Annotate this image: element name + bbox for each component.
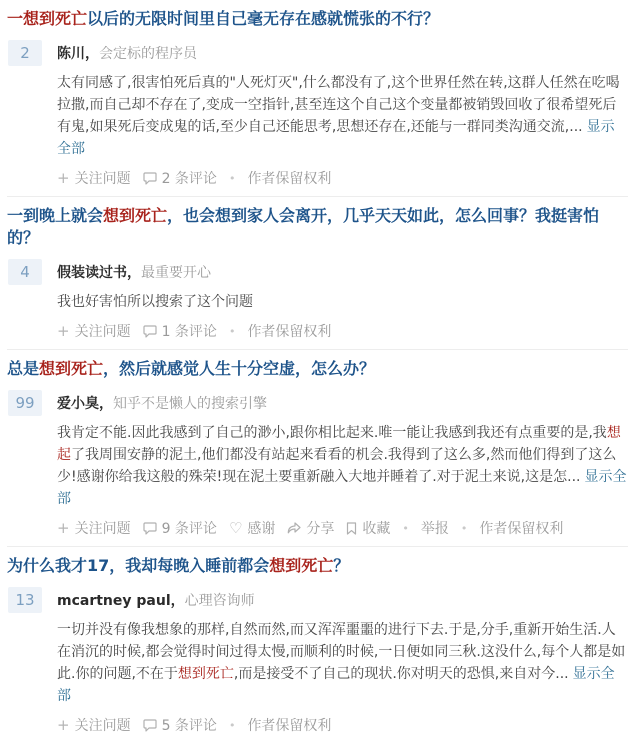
show-all-link[interactable]: 显示全部 bbox=[57, 666, 615, 704]
author-rights-link[interactable]: 作者保留权利 bbox=[479, 521, 564, 537]
show-all-link[interactable]: 显示全部 bbox=[57, 469, 627, 507]
action-bar bbox=[57, 518, 628, 538]
author-separator: ， bbox=[127, 265, 141, 281]
result-item bbox=[7, 0, 628, 197]
author-name-link[interactable]: 假装读过书 bbox=[57, 265, 127, 281]
author-rights-link[interactable]: 作者保留权利 bbox=[247, 324, 332, 340]
answer-text: 太有同感了,很害怕死后真的"人死灯灭",什么都没有了,这个世界任然在转,这群人任然在吃喝拉撒,而自己却不存在了,变成一空指针,甚至连这个自己这个变量都被销毁回收了很希望死后有鬼,如果死后变成鬼的话,至少自己还能思考,思想还存在,还能与一群同类沟通交流,... bbox=[57, 75, 620, 135]
author-bio: 心理咨询师 bbox=[184, 593, 255, 609]
author-bio: 知乎不是懒人的搜索引擎 bbox=[113, 396, 267, 412]
author-line bbox=[57, 262, 211, 282]
follow-question-button[interactable]: + 关注问题 bbox=[57, 168, 131, 187]
author-line bbox=[57, 393, 267, 413]
share-button[interactable]: 分享 bbox=[287, 518, 334, 538]
action-bar bbox=[57, 715, 628, 735]
comment-bubble-icon bbox=[143, 719, 157, 732]
author-name-link[interactable]: 爱小臭 bbox=[57, 396, 99, 412]
result-item bbox=[7, 350, 628, 547]
author-rights-link[interactable]: 作者保留权利 bbox=[247, 171, 332, 187]
follow-question-button[interactable]: + 关注问题 bbox=[57, 715, 131, 734]
follow-question-button[interactable]: + 关注问题 bbox=[57, 321, 131, 340]
question-title-link[interactable]: 总是想到死亡，然后就感觉人生十分空虚，怎么办？ bbox=[7, 359, 376, 378]
comments-button[interactable]: 1 条评论 bbox=[143, 321, 217, 341]
show-all-link[interactable]: 显示全部 bbox=[57, 119, 615, 157]
share-arrow-icon bbox=[287, 522, 301, 534]
heart-icon: ♡ bbox=[228, 518, 243, 537]
vote-count-badge: 13 bbox=[8, 587, 42, 613]
report-button[interactable]: 举报 bbox=[420, 521, 449, 537]
vote-count-badge: 99 bbox=[8, 390, 42, 416]
author-bio: 最重要开心 bbox=[141, 265, 211, 281]
dot-separator: • bbox=[402, 521, 409, 535]
author-name-link[interactable]: 陈川 bbox=[57, 46, 85, 62]
author-name-link[interactable]: mcartney paul bbox=[57, 593, 171, 609]
plus-icon: + bbox=[57, 168, 70, 187]
answer-excerpt bbox=[57, 619, 628, 707]
result-item bbox=[7, 547, 628, 743]
author-line bbox=[57, 43, 197, 63]
comments-button[interactable]: 5 条评论 bbox=[143, 715, 217, 735]
author-separator: ， bbox=[99, 396, 113, 412]
answer-meta bbox=[8, 40, 628, 66]
answer-meta bbox=[8, 587, 628, 613]
comments-button[interactable]: 9 条评论 bbox=[143, 518, 217, 538]
author-separator: ， bbox=[170, 593, 185, 609]
comments-button[interactable]: 2 条评论 bbox=[143, 168, 217, 188]
plus-icon: + bbox=[57, 715, 70, 734]
answer-excerpt bbox=[57, 291, 628, 313]
thanks-button[interactable]: ♡ 感谢 bbox=[228, 518, 276, 537]
dot-separator: • bbox=[460, 521, 468, 535]
answer-excerpt bbox=[57, 72, 628, 160]
action-bar bbox=[57, 168, 628, 188]
action-bar bbox=[57, 321, 628, 341]
answer-excerpt bbox=[57, 422, 628, 510]
answer-text: 一切并没有像我想象的那样,自然而然,而又浑浑噩噩的进行下去.于是,分手,重新开始生活.人在消沉的时候,都会觉得时间过得太慢,而顺利的时候,一日便如同三秋.这没什么,每个人都是如此.你的问题,不在于想到死亡,而是接受不了自己的现状.你对明天的恐惧,来自对今... bbox=[57, 622, 626, 682]
collect-button[interactable]: 收藏 bbox=[346, 518, 390, 538]
author-rights-link[interactable]: 作者保留权利 bbox=[247, 718, 332, 734]
comment-bubble-icon bbox=[143, 325, 157, 338]
comment-bubble-icon bbox=[143, 522, 157, 535]
question-title-link[interactable]: 一到晚上就会想到死亡，也会想到家人会离开，几乎天天如此，怎么回事？我挺害怕的？ bbox=[7, 206, 600, 247]
dot-separator: • bbox=[228, 324, 236, 338]
comment-bubble-icon bbox=[143, 172, 157, 185]
result-item bbox=[7, 197, 628, 350]
plus-icon: + bbox=[57, 518, 70, 537]
question-title-link[interactable]: 一想到死亡以后的无限时间里自己毫无存在感就慌张的不行？ bbox=[7, 9, 440, 28]
author-separator: ， bbox=[85, 46, 99, 62]
answer-meta bbox=[8, 259, 628, 285]
vote-count-badge: 2 bbox=[8, 40, 42, 66]
follow-question-button[interactable]: + 关注问题 bbox=[57, 518, 131, 537]
answer-text: 我也好害怕所以搜索了这个问题 bbox=[57, 294, 253, 310]
author-line bbox=[57, 590, 255, 610]
dot-separator: • bbox=[228, 718, 236, 732]
author-bio: 会定标的程序员 bbox=[99, 46, 197, 62]
vote-count-badge: 4 bbox=[8, 259, 42, 285]
question-title-link[interactable]: 为什么我才17，我却每晚入睡前都会想到死亡？ bbox=[7, 556, 350, 575]
plus-icon: + bbox=[57, 321, 70, 340]
dot-separator: • bbox=[228, 171, 236, 185]
answer-text: 我肯定不能.因此我感到了自己的渺小,跟你相比起来.唯一能让我感到我还有点重要的是,我想起了我周围安静的泥土,他们都没有站起来看看的机会.我得到了这么多,然而他们得到了这么少!感谢你给我这般的殊荣!现在泥土要重新融入大地并睡着了.对于泥土来说,这是怎... bbox=[57, 425, 621, 485]
bookmark-icon bbox=[346, 522, 357, 535]
answer-meta bbox=[8, 390, 628, 416]
